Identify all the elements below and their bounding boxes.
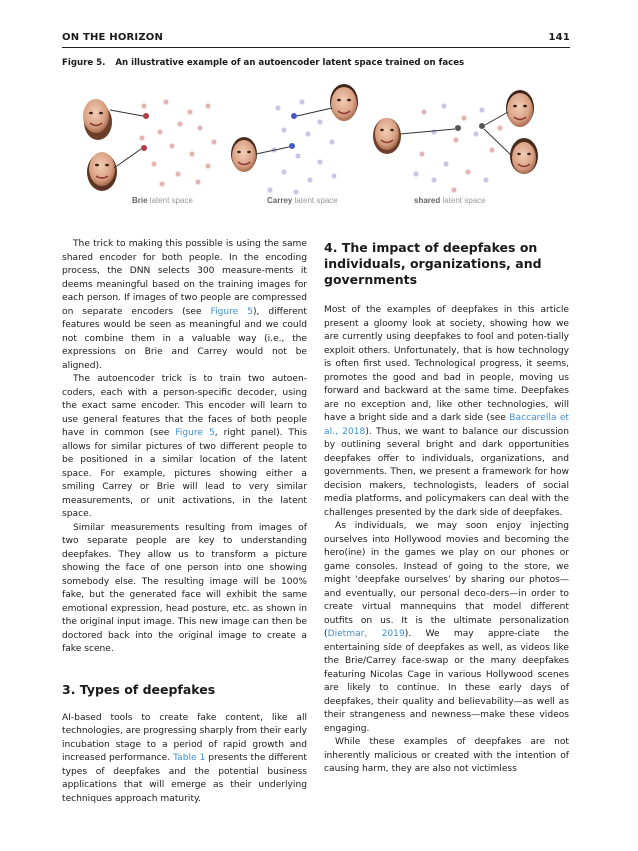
right-column <box>324 238 569 777</box>
shared-panel <box>373 90 538 205</box>
latent-space-illustration <box>62 72 570 214</box>
baccarella-link[interactable]: Baccarella et al., 2018 <box>324 413 569 437</box>
left-paragraph-3: Similar measurements resulting from images of two separate people are key to understanding deepfakes. They allow us to transform a picture showing the face of one person into one showing somebody else. The resulting image will be 100% fake, but the generated face will exhibit the same emotional expression, head posture, etc. as shown in the original input image. This new image can then be doctored back into the original image to create a fake scene. <box>62 522 307 654</box>
brie-panel <box>83 99 217 205</box>
brie-label-rest: latent space <box>147 196 193 205</box>
shared-label-bold: shared <box>414 196 441 205</box>
latent-space-figure <box>62 72 570 214</box>
svg-text:Brie latent space <box>132 196 193 205</box>
right-paragraph-1: Most of the examples of deepfakes in this article present a gloomy look at society, showing how we are currently using deepfakes to fool and poten-tially exploit others. Unfortunately, that is how technology is often first used. Technological progress, it seems, promotes the good and bad in people, moving us forward and backward at the same time. Deepfakes are no exception and, like other technologies, will have a bright side and a dark side (see Baccarella et al., 2018). Thus, we want to balance our discussion by outlining several bright and dark opportunities deepfakes offer to individuals, organizations, and governments. Then, we present a framework for how decision makers, technologists, leaders of social media platforms, and policymakers can deal with the challenges presented by the dark side of deepfakes. <box>324 305 569 518</box>
brie-label-bold: Brie <box>132 196 148 205</box>
section-3-heading: 3. Types of deepfakes <box>62 681 216 697</box>
shared-dots <box>413 103 502 192</box>
left-paragraph-2: The autoencoder trick is to train two autoen-coders, each with a person-specific decoder, using the exact same encoder. This encoder will learn to use general features that the faces of both people have in common (see Figure 5, right panel). This allows for similar pictures of two different people to be positioned in a similar location of the latent space. For example, pictures showing either a smiling Carrey or Brie will lead to very similar measurements, or unit activations, in the latent space. <box>62 374 308 519</box>
figure-caption-text: An illustrative example of an autoencoder latent space trained on faces <box>115 58 465 68</box>
carrey-face-left <box>231 137 257 172</box>
carrey-dots <box>267 99 336 194</box>
journal-name: ON THE HORIZON <box>62 32 164 43</box>
section-4-heading: 4. The impact of deepfakes on individuals, organizations, and governments <box>324 240 542 287</box>
figure-label: Figure 5. <box>62 58 106 68</box>
svg-text:Carrey latent space <box>267 196 338 205</box>
table-1-link[interactable]: Table 1 <box>173 753 206 763</box>
carrey-label-bold: Carrey <box>267 196 293 205</box>
dietmar-link[interactable]: Dietmar, 2019 <box>327 629 405 639</box>
carrey-label-rest: latent space <box>292 196 338 205</box>
shared-face-bottom-right <box>510 138 538 174</box>
left-paragraph-1: The trick to making this possible is using the same shared encoder for both people. In the encoding process, the DNN selects 300 measure-ments it deems meaningful based on the training images for each person. If images of two people are compressed on separate encoders (see Figure 5), different features would be seen as meaningful and we could not combine them in a valuable way (i.e., the expressions on Brie and Carrey would not be aligned). <box>62 239 308 371</box>
carrey-panel <box>231 84 358 205</box>
shared-face-left <box>373 118 401 154</box>
header-rule <box>62 47 570 48</box>
page-number: 141 <box>548 32 570 43</box>
brie-face-bottom <box>87 152 117 191</box>
shared-label-rest: latent space <box>440 196 486 205</box>
figure-caption <box>62 58 464 68</box>
brie-dots <box>139 99 216 186</box>
figure-5-link[interactable]: Figure 5 <box>210 306 253 317</box>
carrey-face-right <box>330 84 358 121</box>
right-paragraph-2: As individuals, we may soon enjoy injecting ourselves into Hollywood movies and becoming the hero(ine) in the games we play on our phones or game consoles. Instead of going to the store, we might ‘deepfake ourselves’ by sharing our photos—and eventually, our personal deco-ders—in order to create virtual mannequins that model different outfits on us. It is the ultimate personalization (Dietmar, 2019). We may appre-ciate the entertaining side of deepfakes as well, as videos like the Brie/Carrey face-swap or the many deepfakes featuring Nicolas Cage in various Hollywood scenes are likely to continue. In these early days of deepfakes, their quality and believability—as well as their strangeness and newness—make these videos engaging. <box>324 521 569 734</box>
svg-text:shared latent space <box>414 196 486 205</box>
shared-face-top-right <box>506 90 534 127</box>
right-paragraph-3: While these examples of deepfakes are not inherently malicious or created with the intention of causing harm, they are also not victimless <box>324 737 569 774</box>
left-paragraph-4: AI-based tools to create fake content, like all technologies, are progressing sharply from their early incubation stage to a period of rapid growth and increased performance. Table 1 presents the different types of deepfakes and the potential business applications that will emerge as their underlying techniques approach maturity. <box>62 712 307 804</box>
left-column <box>62 238 307 806</box>
figure-5-link-2[interactable]: Figure 5 <box>175 428 215 438</box>
running-header <box>62 32 570 43</box>
brie-face-top <box>83 99 112 140</box>
